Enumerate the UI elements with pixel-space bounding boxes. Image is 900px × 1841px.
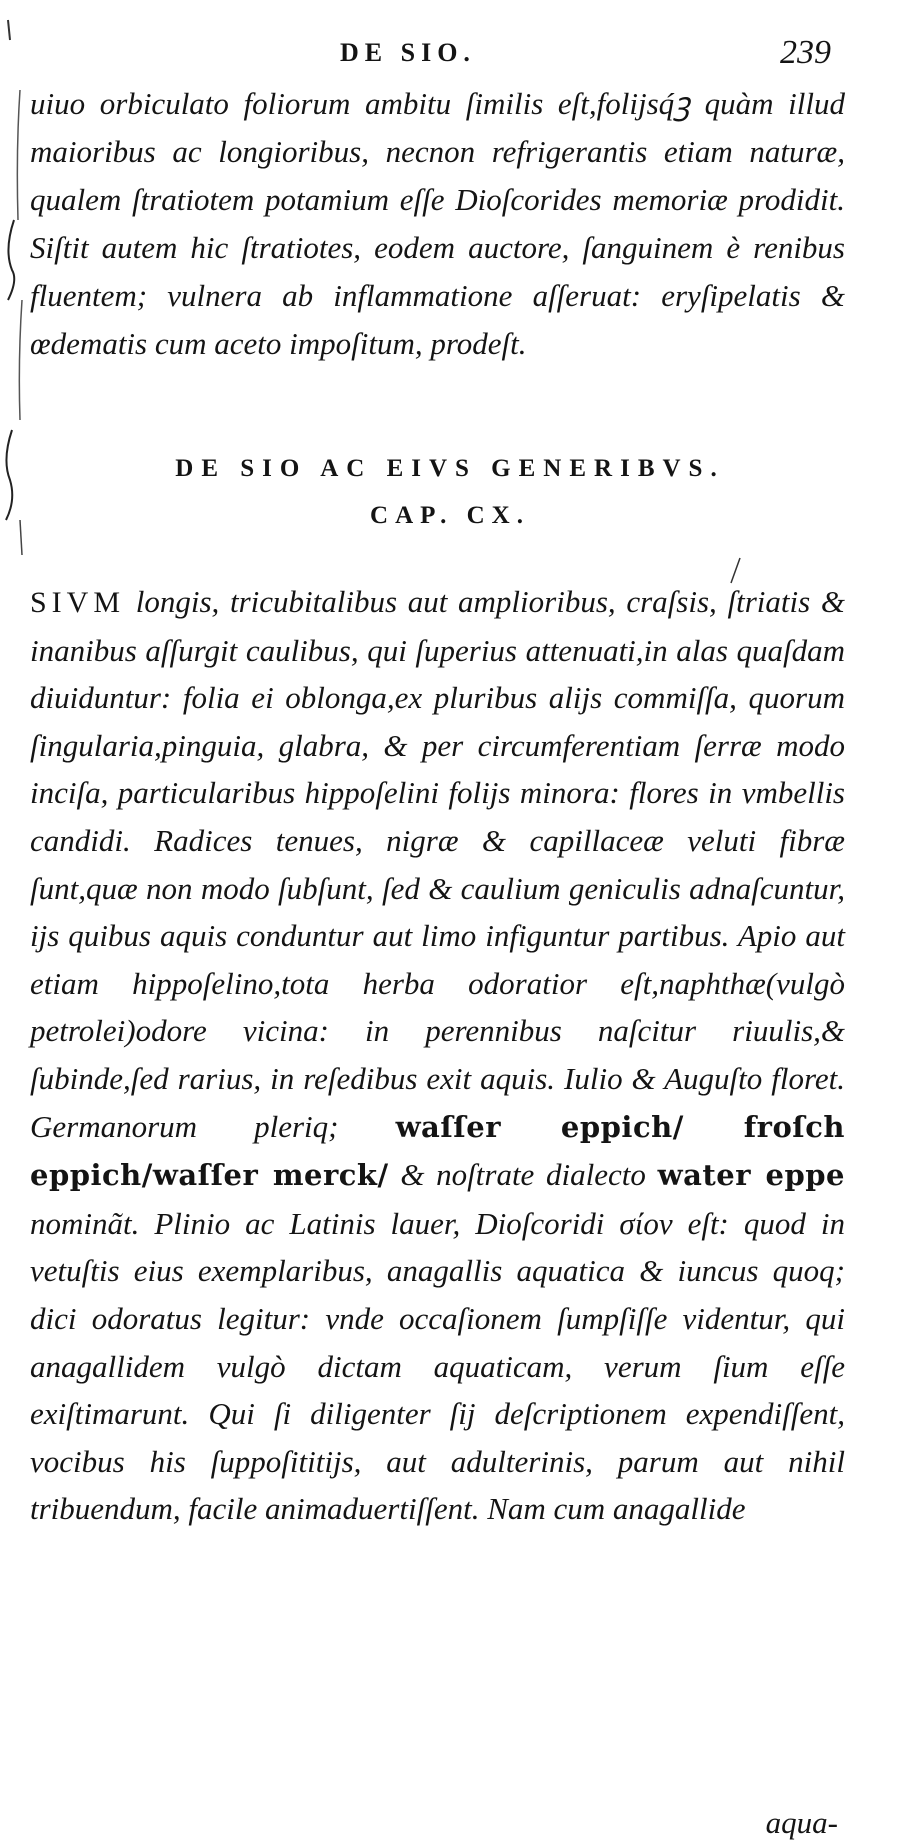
running-title: DE SIO. xyxy=(340,38,476,67)
text-run-2: & noſtrate dialecto xyxy=(400,1157,646,1193)
catchword: aqua- xyxy=(765,1805,838,1840)
paragraph-continued: uiuo orbiculato foliorum ambitu ſimilis eſt,folijsq́ꝫ quàm illud maioribus ac longioribus, necnon refrigerantis etiam naturæ, qualem ſtratiotem potamium eſſe Dioſcorides memoriæ prodidit. Siſtit autem hic ſtratiotes, eodem auctore, ſanguinem è renibus fluentem; vulnera ab inflammatione aſſeruat: eryſipelatis & œdematis cum aceto impoſitum, prodeſt. xyxy=(30,86,845,361)
running-head xyxy=(0,28,900,76)
chapter-number: CAP. CX. xyxy=(370,502,530,529)
german-names: waſſer eppich/ froſch eppich/waſſer merck/ xyxy=(30,1109,846,1193)
lead-word: SIVM xyxy=(30,586,126,619)
text-run-3: nominãt. Plinio ac Latinis lauer, Dioſcoridi σίον eſt: quod in vetuſtis eius exemplaribus, anagallis aquatica & iuncus quoq; dici odoratus legitur: vnde occaſionem ſumpſiſſe videntur, qui anagallidem vulgò dictam aquaticam, verum ſium eſſe exiſtimarunt. Qui ſi diligenter ſij deſcriptionem expendiſſent, vocibus his ſuppoſititijs, aut adulterinis, parum aut nihil tribuendum, facile animaduertiſſent. Nam cum anagallide xyxy=(30,1205,845,1527)
text-run-1: longis, tricubitalibus aut amplioribus, craſsis, ſtriatis & inanibus aſſurgit caulibus, qui ſuperius attenuati,in alas quaſdam diuiduntur: folia ei oblonga,ex pluribus alijs commiſſa, quorum ſingularia,pinguia, glabra, & per circumferentiam ſerræ modo inciſa, particularibus hippoſelini folijs minora: flores in vmbellis candidi. Radices tenues, nigræ & capillaceæ veluti fibræ ſunt,quæ non modo ſubſunt, ſed & caulium geniculis adnaſcuntur, ijs quibus aquis conduntur aut limo infiguntur partibus. Apio aut etiam hippoſelino,tota herba odoratior eſt,naphthæ(vulgò petrolei)odore vicina: in perennibus naſcitur riuulis,& ſubinde,ſed rarius, in reſedibus exit aquis. Iulio & Auguſto floret. Germanorum pleriq; xyxy=(30,584,845,1144)
annotation-stroke xyxy=(728,556,742,586)
page-number: 239 xyxy=(780,34,831,71)
chapter-paragraph xyxy=(30,578,845,1533)
dialect-name: water eppe xyxy=(657,1158,846,1193)
chapter-title: DE SIO AC EIVS GENERIBVS. xyxy=(175,455,725,482)
